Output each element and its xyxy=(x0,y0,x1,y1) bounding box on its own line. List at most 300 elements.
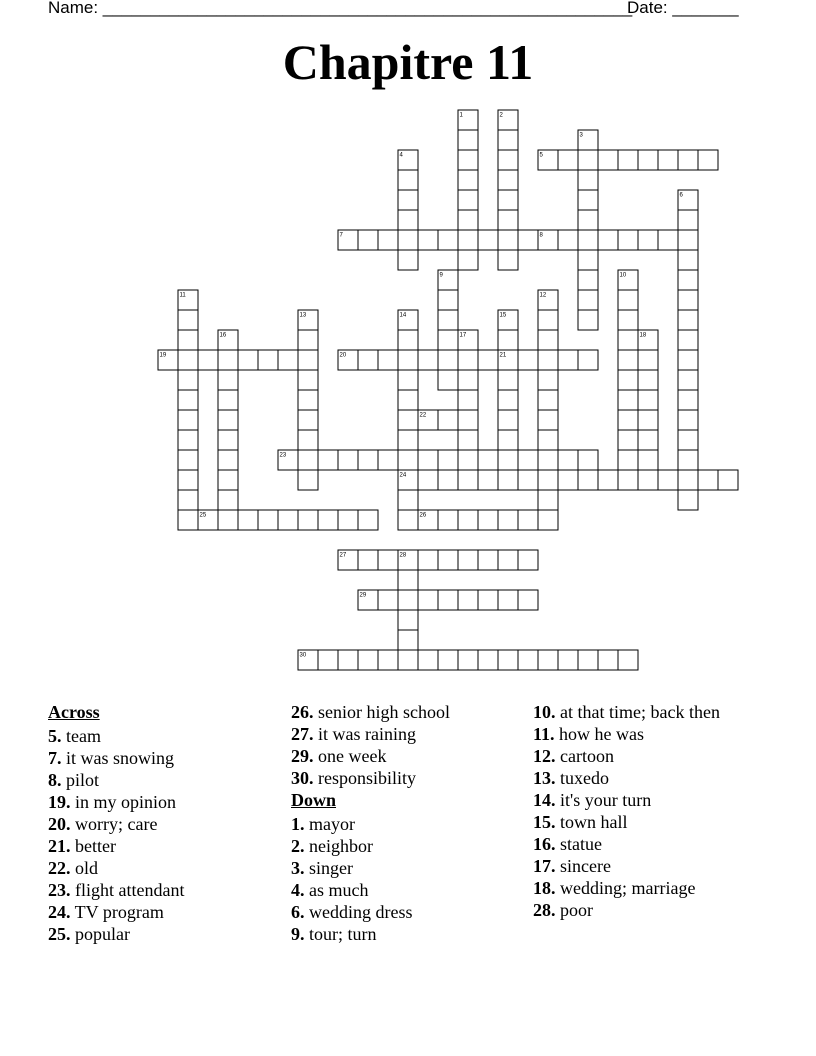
grid-cell[interactable] xyxy=(298,510,318,530)
grid-cell[interactable] xyxy=(478,590,498,610)
grid-cell[interactable] xyxy=(698,150,718,170)
grid-cell[interactable] xyxy=(618,310,638,330)
grid-cell[interactable] xyxy=(678,350,698,370)
clue-number-27: 27 xyxy=(339,552,347,559)
grid-cell[interactable] xyxy=(618,370,638,390)
grid-cell[interactable] xyxy=(498,470,518,490)
grid-cell[interactable] xyxy=(558,230,578,250)
grid-cell[interactable] xyxy=(318,450,338,470)
clue-number-13: 13 xyxy=(299,312,307,319)
grid-cell[interactable] xyxy=(538,470,558,490)
grid-cell[interactable] xyxy=(518,650,538,670)
grid-cell[interactable] xyxy=(198,350,218,370)
clue-item-text: it was raining xyxy=(313,724,416,744)
grid-cell[interactable] xyxy=(518,550,538,570)
clue-number-18: 18 xyxy=(639,332,647,339)
grid-cell[interactable] xyxy=(678,210,698,230)
clue-item-text: responsibility xyxy=(313,768,416,788)
clue-item xyxy=(291,746,521,766)
grid-cell[interactable] xyxy=(678,310,698,330)
grid-cell[interactable] xyxy=(558,470,578,490)
clue-item-text: singer xyxy=(304,858,353,878)
grid-cell[interactable] xyxy=(378,590,398,610)
grid-cell[interactable] xyxy=(378,650,398,670)
grid-cell[interactable] xyxy=(678,290,698,310)
clue-item-number: 4. xyxy=(291,880,305,900)
grid-cell[interactable] xyxy=(558,350,578,370)
grid-cell[interactable] xyxy=(398,430,418,450)
grid-cell[interactable] xyxy=(218,450,238,470)
clue-item xyxy=(533,812,733,832)
grid-cell[interactable] xyxy=(378,230,398,250)
grid-cell[interactable] xyxy=(378,350,398,370)
grid-cell[interactable] xyxy=(358,650,378,670)
grid-cell[interactable] xyxy=(218,430,238,450)
grid-cell[interactable] xyxy=(498,130,518,150)
grid-cell[interactable] xyxy=(298,390,318,410)
grid-cell[interactable] xyxy=(398,510,418,530)
grid-cell[interactable] xyxy=(398,450,418,470)
grid-cell[interactable] xyxy=(478,470,498,490)
grid-cell[interactable] xyxy=(458,230,478,250)
grid-cell[interactable] xyxy=(578,650,598,670)
grid-cell[interactable] xyxy=(598,230,618,250)
clue-item-text: in my opinion xyxy=(70,792,177,812)
clue-number-16: 16 xyxy=(219,332,227,339)
grid-cell[interactable] xyxy=(478,510,498,530)
grid-cell[interactable] xyxy=(658,150,678,170)
grid-cell[interactable] xyxy=(298,410,318,430)
grid-cell[interactable] xyxy=(538,390,558,410)
clue-item xyxy=(533,746,733,766)
grid-cell[interactable] xyxy=(498,650,518,670)
grid-cell[interactable] xyxy=(398,330,418,350)
grid-cell[interactable] xyxy=(618,450,638,470)
grid-cell[interactable] xyxy=(638,390,658,410)
grid-cell[interactable] xyxy=(618,430,638,450)
grid-cell[interactable] xyxy=(458,470,478,490)
grid-cell[interactable] xyxy=(338,450,358,470)
grid-cell[interactable] xyxy=(538,430,558,450)
grid-cell[interactable] xyxy=(578,270,598,290)
grid-cell[interactable] xyxy=(358,550,378,570)
grid-cell[interactable] xyxy=(518,350,538,370)
grid-cell[interactable] xyxy=(638,370,658,390)
grid-cell[interactable] xyxy=(558,450,578,470)
grid-cell[interactable] xyxy=(578,170,598,190)
grid-cell[interactable] xyxy=(398,190,418,210)
grid-cell[interactable] xyxy=(578,210,598,230)
grid-cell[interactable] xyxy=(218,390,238,410)
grid-cell[interactable] xyxy=(618,650,638,670)
grid-cell[interactable] xyxy=(538,650,558,670)
grid-cell[interactable] xyxy=(238,350,258,370)
grid-cell[interactable] xyxy=(418,230,438,250)
grid-cell[interactable] xyxy=(278,510,298,530)
clue-item-number: 21. xyxy=(48,836,71,856)
clue-item-text: mayor xyxy=(304,814,355,834)
grid-cell[interactable] xyxy=(398,250,418,270)
grid-cell[interactable] xyxy=(538,310,558,330)
grid-cell[interactable] xyxy=(618,390,638,410)
grid-cell[interactable] xyxy=(678,470,698,490)
clue-item-text: tour; turn xyxy=(304,924,377,944)
grid-cell[interactable] xyxy=(358,450,378,470)
grid-cell[interactable] xyxy=(598,470,618,490)
grid-cell[interactable] xyxy=(318,510,338,530)
grid-cell[interactable] xyxy=(458,130,478,150)
grid-cell[interactable] xyxy=(298,430,318,450)
clue-number-29: 29 xyxy=(359,592,367,599)
grid-cell[interactable] xyxy=(258,510,278,530)
grid-cell[interactable] xyxy=(398,230,418,250)
grid-cell[interactable] xyxy=(458,430,478,450)
grid-cell[interactable] xyxy=(298,450,318,470)
clue-item xyxy=(48,880,278,900)
clue-item-number: 19. xyxy=(48,792,71,812)
grid-cell[interactable] xyxy=(438,410,458,430)
grid-cell[interactable] xyxy=(638,410,658,430)
grid-cell[interactable] xyxy=(458,450,478,470)
grid-cell[interactable] xyxy=(458,510,478,530)
clue-item-number: 9. xyxy=(291,924,305,944)
grid-cell[interactable] xyxy=(638,450,658,470)
grid-cell[interactable] xyxy=(558,650,578,670)
grid-cell[interactable] xyxy=(398,630,418,650)
grid-cell[interactable] xyxy=(178,390,198,410)
grid-cell[interactable] xyxy=(358,510,378,530)
grid-cell[interactable] xyxy=(298,350,318,370)
grid-cell[interactable] xyxy=(658,470,678,490)
grid-cell[interactable] xyxy=(458,590,478,610)
clue-number-26: 26 xyxy=(419,512,427,519)
grid-cell[interactable] xyxy=(498,430,518,450)
grid-cell[interactable] xyxy=(578,250,598,270)
grid-cell[interactable] xyxy=(458,370,478,390)
grid-cell[interactable] xyxy=(598,150,618,170)
clue-item-number: 30. xyxy=(291,768,314,788)
clue-item-text: better xyxy=(70,836,116,856)
grid-cell[interactable] xyxy=(358,230,378,250)
grid-cell[interactable] xyxy=(438,310,458,330)
grid-cell[interactable] xyxy=(638,430,658,450)
clue-item-text: flight attendant xyxy=(70,880,185,900)
clue-item xyxy=(291,724,521,744)
grid-cell[interactable] xyxy=(338,510,358,530)
grid-cell[interactable] xyxy=(498,450,518,470)
grid-cell[interactable] xyxy=(378,450,398,470)
grid-cell[interactable] xyxy=(398,410,418,430)
grid-cell[interactable] xyxy=(438,370,458,390)
grid-cell[interactable] xyxy=(418,550,438,570)
grid-cell[interactable] xyxy=(618,150,638,170)
grid-cell[interactable] xyxy=(498,550,518,570)
grid-cell[interactable] xyxy=(318,650,338,670)
grid-cell[interactable] xyxy=(578,450,598,470)
date-line: Date: _______ xyxy=(627,0,739,17)
grid-cell[interactable] xyxy=(518,590,538,610)
grid-cell[interactable] xyxy=(458,170,478,190)
grid-cell[interactable] xyxy=(678,150,698,170)
grid-cell[interactable] xyxy=(438,450,458,470)
grid-cell[interactable] xyxy=(178,430,198,450)
grid-cell[interactable] xyxy=(678,250,698,270)
grid-cell[interactable] xyxy=(178,470,198,490)
across-heading: Across xyxy=(48,702,100,722)
clue-item-text: neighbor xyxy=(304,836,373,856)
grid-cell[interactable] xyxy=(678,450,698,470)
grid-cell[interactable] xyxy=(398,370,418,390)
grid-cell[interactable] xyxy=(598,650,618,670)
clue-item xyxy=(291,924,521,944)
grid-cell[interactable] xyxy=(638,470,658,490)
grid-cell[interactable] xyxy=(398,650,418,670)
grid-cell[interactable] xyxy=(678,410,698,430)
grid-cell[interactable] xyxy=(398,590,418,610)
grid-cell[interactable] xyxy=(718,470,738,490)
grid-cell[interactable] xyxy=(218,470,238,490)
grid-cell[interactable] xyxy=(638,150,658,170)
grid-cell[interactable] xyxy=(178,350,198,370)
grid-cell[interactable] xyxy=(438,230,458,250)
grid-cell[interactable] xyxy=(398,570,418,590)
grid-cell[interactable] xyxy=(458,190,478,210)
grid-cell[interactable] xyxy=(218,350,238,370)
grid-cell[interactable] xyxy=(238,510,258,530)
grid-cell[interactable] xyxy=(178,490,198,510)
grid-cell[interactable] xyxy=(518,450,538,470)
grid-cell[interactable] xyxy=(638,230,658,250)
clue-item-number: 18. xyxy=(533,878,556,898)
grid-cell[interactable] xyxy=(458,150,478,170)
clue-number-25: 25 xyxy=(199,512,207,519)
grid-cell[interactable] xyxy=(518,230,538,250)
grid-cell[interactable] xyxy=(618,290,638,310)
grid-cell[interactable] xyxy=(538,330,558,350)
clue-item-number: 27. xyxy=(291,724,314,744)
grid-cell[interactable] xyxy=(258,350,278,370)
grid-cell[interactable] xyxy=(478,350,498,370)
grid-cell[interactable] xyxy=(398,610,418,630)
grid-cell[interactable] xyxy=(438,330,458,350)
clue-item xyxy=(48,748,278,768)
clue-number-23: 23 xyxy=(279,452,287,459)
clue-item xyxy=(291,836,521,856)
grid-cell[interactable] xyxy=(218,410,238,430)
grid-cell[interactable] xyxy=(218,510,238,530)
clue-item-number: 11. xyxy=(533,724,555,744)
clue-number-22: 22 xyxy=(419,412,427,419)
grid-cell[interactable] xyxy=(438,470,458,490)
grid-cell[interactable] xyxy=(178,370,198,390)
grid-cell[interactable] xyxy=(698,470,718,490)
grid-cell[interactable] xyxy=(578,230,598,250)
grid-cell[interactable] xyxy=(398,490,418,510)
grid-cell[interactable] xyxy=(418,470,438,490)
clue-item-text: team xyxy=(61,726,101,746)
grid-cell[interactable] xyxy=(398,350,418,370)
grid-cell[interactable] xyxy=(298,470,318,490)
grid-cell[interactable] xyxy=(458,350,478,370)
clue-item-number: 2. xyxy=(291,836,305,856)
grid-cell[interactable] xyxy=(658,230,678,250)
grid-cell[interactable] xyxy=(678,330,698,350)
grid-cell[interactable] xyxy=(498,250,518,270)
grid-cell[interactable] xyxy=(498,330,518,350)
grid-cell[interactable] xyxy=(178,510,198,530)
grid-cell[interactable] xyxy=(498,150,518,170)
clue-item-number: 7. xyxy=(48,748,62,768)
grid-cell[interactable] xyxy=(478,230,498,250)
grid-cell[interactable] xyxy=(558,150,578,170)
grid-cell[interactable] xyxy=(498,390,518,410)
grid-cell[interactable] xyxy=(398,210,418,230)
grid-cell[interactable] xyxy=(278,350,298,370)
grid-cell[interactable] xyxy=(498,510,518,530)
grid-cell[interactable] xyxy=(578,310,598,330)
clue-item-number: 10. xyxy=(533,702,556,722)
grid-cell[interactable] xyxy=(338,650,358,670)
grid-cell[interactable] xyxy=(418,350,438,370)
clue-item xyxy=(48,836,278,856)
grid-cell[interactable] xyxy=(458,210,478,230)
grid-cell[interactable] xyxy=(498,230,518,250)
grid-cell[interactable] xyxy=(218,370,238,390)
grid-cell[interactable] xyxy=(438,590,458,610)
grid-cell[interactable] xyxy=(458,410,478,430)
grid-cell[interactable] xyxy=(398,390,418,410)
grid-cell[interactable] xyxy=(498,190,518,210)
grid-cell[interactable] xyxy=(438,510,458,530)
grid-cell[interactable] xyxy=(678,490,698,510)
grid-cell[interactable] xyxy=(538,350,558,370)
grid-cell[interactable] xyxy=(538,450,558,470)
clue-item-number: 8. xyxy=(48,770,62,790)
grid-cell[interactable] xyxy=(218,490,238,510)
clue-number-14: 14 xyxy=(399,312,407,319)
grid-cell[interactable] xyxy=(678,430,698,450)
clue-column-2 xyxy=(291,702,521,946)
grid-cell[interactable] xyxy=(518,470,538,490)
grid-cell[interactable] xyxy=(458,650,478,670)
clue-item-text: senior high school xyxy=(313,702,450,722)
clue-item-text: town hall xyxy=(555,812,628,832)
grid-cell[interactable] xyxy=(358,350,378,370)
clue-item-number: 5. xyxy=(48,726,62,746)
clue-item xyxy=(48,814,278,834)
clue-item-text: it was snowing xyxy=(61,748,174,768)
grid-cell[interactable] xyxy=(298,330,318,350)
grid-cell[interactable] xyxy=(298,370,318,390)
grid-cell[interactable] xyxy=(498,370,518,390)
clue-item-number: 29. xyxy=(291,746,314,766)
clue-item-text: sincere xyxy=(555,856,611,876)
clue-item-number: 12. xyxy=(533,746,556,766)
clue-item xyxy=(533,702,733,722)
grid-cell[interactable] xyxy=(538,410,558,430)
clue-item xyxy=(291,768,521,788)
grid-cell[interactable] xyxy=(498,410,518,430)
grid-cell[interactable] xyxy=(418,590,438,610)
grid-cell[interactable] xyxy=(538,370,558,390)
grid-cell[interactable] xyxy=(398,170,418,190)
clue-item-number: 20. xyxy=(48,814,71,834)
grid-cell[interactable] xyxy=(518,510,538,530)
clue-item xyxy=(291,858,521,878)
grid-cell[interactable] xyxy=(618,410,638,430)
clue-item-text: how he was xyxy=(554,724,644,744)
grid-cell[interactable] xyxy=(498,170,518,190)
grid-cell[interactable] xyxy=(438,650,458,670)
grid-cell[interactable] xyxy=(678,230,698,250)
grid-cell[interactable] xyxy=(438,550,458,570)
clue-item-number: 22. xyxy=(48,858,71,878)
grid-cell[interactable] xyxy=(578,150,598,170)
grid-cell[interactable] xyxy=(498,590,518,610)
clue-item xyxy=(533,878,733,898)
clue-item xyxy=(533,790,733,810)
grid-cell[interactable] xyxy=(458,550,478,570)
clue-number-24: 24 xyxy=(399,472,407,479)
clue-item xyxy=(48,792,278,812)
grid-cell[interactable] xyxy=(578,290,598,310)
grid-cell[interactable] xyxy=(618,330,638,350)
name-line: Name: ________________________________________________________ xyxy=(48,0,633,17)
clue-number-15: 15 xyxy=(499,312,507,319)
grid-cell[interactable] xyxy=(578,190,598,210)
grid-cell[interactable] xyxy=(178,310,198,330)
grid-cell[interactable] xyxy=(578,470,598,490)
grid-cell[interactable] xyxy=(438,290,458,310)
clue-item xyxy=(291,902,521,922)
grid-cell[interactable] xyxy=(178,410,198,430)
grid-cell[interactable] xyxy=(418,450,438,470)
grid-cell[interactable] xyxy=(478,650,498,670)
grid-cell[interactable] xyxy=(438,350,458,370)
clue-item-number: 1. xyxy=(291,814,305,834)
grid-cell[interactable] xyxy=(178,330,198,350)
grid-cell[interactable] xyxy=(458,390,478,410)
clue-item-text: tuxedo xyxy=(555,768,609,788)
grid-cell[interactable] xyxy=(478,450,498,470)
clue-item xyxy=(533,900,733,920)
grid-cell[interactable] xyxy=(418,650,438,670)
grid-cell[interactable] xyxy=(678,270,698,290)
grid-cell[interactable] xyxy=(538,490,558,510)
grid-cell[interactable] xyxy=(578,350,598,370)
grid-cell[interactable] xyxy=(538,510,558,530)
clue-item-text: wedding; marriage xyxy=(555,878,696,898)
grid-cell[interactable] xyxy=(178,450,198,470)
grid-cell[interactable] xyxy=(498,210,518,230)
grid-cell[interactable] xyxy=(678,370,698,390)
clue-item-text: statue xyxy=(555,834,602,854)
clue-item-number: 13. xyxy=(533,768,556,788)
clue-item xyxy=(533,856,733,876)
grid-cell[interactable] xyxy=(458,250,478,270)
clue-item-text: it's your turn xyxy=(555,790,652,810)
grid-cell[interactable] xyxy=(478,550,498,570)
clue-item xyxy=(48,726,278,746)
clue-item xyxy=(291,880,521,900)
grid-cell[interactable] xyxy=(638,350,658,370)
grid-cell[interactable] xyxy=(618,350,638,370)
grid-cell[interactable] xyxy=(678,390,698,410)
grid-cell[interactable] xyxy=(618,230,638,250)
grid-cell[interactable] xyxy=(378,550,398,570)
clue-item-text: wedding dress xyxy=(304,902,413,922)
grid-cell[interactable] xyxy=(618,470,638,490)
